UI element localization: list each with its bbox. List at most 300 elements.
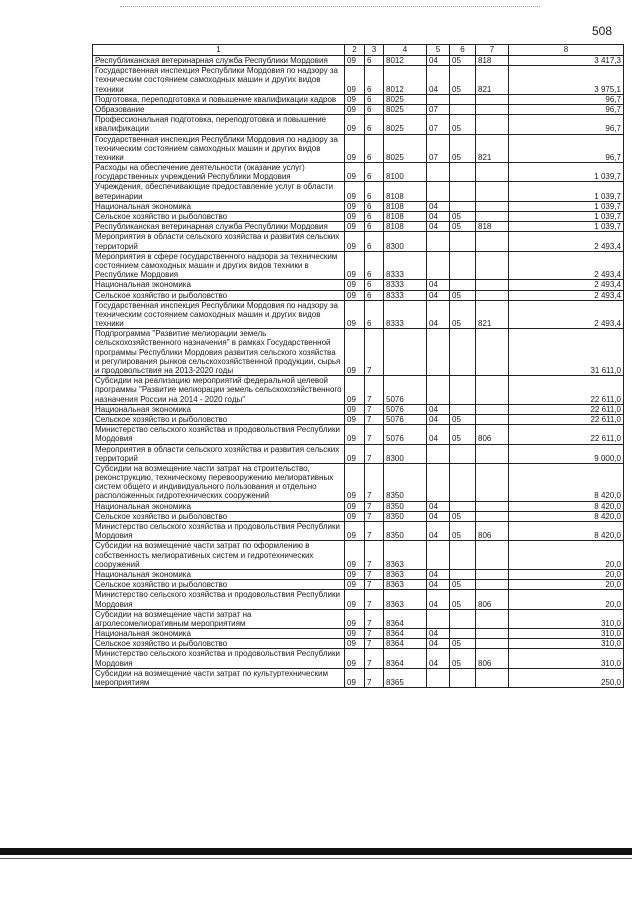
code-col-7 (476, 376, 509, 405)
row-description: Субсидии на возмещение части затрат по оформлению в собственность мелиоративных систем и гидротехнических сооружений (93, 541, 345, 570)
amount: 2 493,4 (509, 280, 624, 290)
row-description: Субсидии на возмещение части затрат по культуртехническим мероприятиям (93, 668, 345, 687)
code-col-4: 8350 (384, 511, 427, 521)
code-col-3: 6 (365, 94, 384, 104)
code-col-4: 8025 (384, 115, 427, 134)
code-col-5 (427, 182, 450, 201)
header-cell: 2 (345, 45, 365, 56)
code-col-6: 05 (450, 639, 476, 649)
amount: 22 611,0 (509, 404, 624, 414)
code-col-5: 04 (427, 501, 450, 511)
code-col-2: 09 (345, 609, 365, 628)
code-col-4: 8300 (384, 444, 427, 463)
row-description: Подготовка, переподготовка и повышение квалификации кадров (93, 94, 345, 104)
table-row (93, 66, 624, 95)
code-col-5 (427, 609, 450, 628)
code-col-7: 806 (476, 425, 509, 444)
row-description: Сельское хозяйство и рыболовство (93, 580, 345, 590)
amount: 20,0 (509, 541, 624, 570)
code-col-4: 8350 (384, 522, 427, 541)
code-col-4: 8363 (384, 590, 427, 609)
row-description: Национальная экономика (93, 501, 345, 511)
row-description: Профессиональная подготовка, переподготовка и повышение квалификации (93, 115, 345, 134)
amount: 96,7 (509, 104, 624, 114)
code-col-6 (450, 94, 476, 104)
amount: 1 039,7 (509, 201, 624, 211)
code-col-4: 5076 (384, 376, 427, 405)
code-col-5 (427, 251, 450, 280)
amount: 9 000,0 (509, 444, 624, 463)
code-col-7 (476, 668, 509, 687)
table-body (93, 56, 624, 688)
code-col-6: 05 (450, 580, 476, 590)
code-col-6 (450, 329, 476, 376)
code-col-7 (476, 232, 509, 251)
row-description: Подпрограмма "Развитие мелиорации земель сельскохозяйственного назначения" в рамках Государственной программы Республики Мордовия развития сельского хозяйства и регулирования рынков сельскохозяйственной продукции, сырья и продовольствия на 2013-2020 годы (93, 329, 345, 376)
code-col-2: 09 (345, 290, 365, 300)
code-col-5: 04 (427, 569, 450, 579)
table-row (93, 300, 624, 329)
code-col-6: 05 (450, 290, 476, 300)
row-description: Мероприятия в сфере государственного надзора за техническим состоянием самоходных машин и других видов техники в Республике Мордовия (93, 251, 345, 280)
amount: 22 611,0 (509, 425, 624, 444)
amount: 20,0 (509, 590, 624, 609)
code-col-6 (450, 569, 476, 579)
code-col-2: 09 (345, 404, 365, 414)
row-description: Образование (93, 104, 345, 114)
code-col-2: 09 (345, 201, 365, 211)
code-col-6 (450, 444, 476, 463)
row-description: Министерство сельского хозяйства и продовольствия Республики Мордовия (93, 590, 345, 609)
code-col-2: 09 (345, 94, 365, 104)
code-col-6: 05 (450, 115, 476, 134)
amount: 2 493,4 (509, 251, 624, 280)
amount: 8 420,0 (509, 501, 624, 511)
table-row (93, 290, 624, 300)
code-col-5: 04 (427, 404, 450, 414)
code-col-4: 5076 (384, 425, 427, 444)
table-row (93, 232, 624, 251)
code-col-2: 09 (345, 163, 365, 182)
code-col-4: 8350 (384, 501, 427, 511)
table-row (93, 404, 624, 414)
code-col-2: 09 (345, 511, 365, 521)
code-col-6 (450, 376, 476, 405)
bottom-rule (0, 848, 632, 855)
table-row (93, 414, 624, 424)
code-col-5: 04 (427, 414, 450, 424)
row-description: Субсидии на возмещение части затрат на строительство, реконструкцию, техническому перевооружению мелиоративных систем общего и индивидуального пользования и отдельно расположенных гидротехнических сооружений (93, 463, 345, 501)
code-col-7: 821 (476, 300, 509, 329)
code-col-4: 8363 (384, 541, 427, 570)
amount: 22 611,0 (509, 414, 624, 424)
code-col-3: 7 (365, 649, 384, 668)
amount: 8 420,0 (509, 522, 624, 541)
code-col-3: 7 (365, 511, 384, 521)
table-row (93, 639, 624, 649)
code-col-7 (476, 414, 509, 424)
code-col-5 (427, 376, 450, 405)
table-row (93, 668, 624, 687)
code-col-2: 09 (345, 134, 365, 163)
code-col-2: 09 (345, 668, 365, 687)
code-col-5 (427, 668, 450, 687)
code-col-5 (427, 541, 450, 570)
code-col-2: 09 (345, 639, 365, 649)
amount: 8 420,0 (509, 511, 624, 521)
code-col-5: 04 (427, 629, 450, 639)
code-col-3: 7 (365, 501, 384, 511)
code-col-4: 8364 (384, 649, 427, 668)
code-col-7 (476, 182, 509, 201)
amount: 3 975,1 (509, 66, 624, 95)
code-col-7 (476, 639, 509, 649)
code-col-6 (450, 541, 476, 570)
code-col-4: 8364 (384, 609, 427, 628)
code-col-7 (476, 163, 509, 182)
code-col-3: 6 (365, 290, 384, 300)
code-col-3: 6 (365, 104, 384, 114)
code-col-7: 806 (476, 590, 509, 609)
code-col-7 (476, 94, 509, 104)
code-col-3: 6 (365, 280, 384, 290)
code-col-3: 7 (365, 668, 384, 687)
code-col-5: 04 (427, 425, 450, 444)
code-col-6: 05 (450, 212, 476, 222)
code-col-3: 7 (365, 541, 384, 570)
header-cell: 3 (365, 45, 384, 56)
table-row (93, 511, 624, 521)
code-col-2: 09 (345, 444, 365, 463)
code-col-5: 04 (427, 290, 450, 300)
row-description: Мероприятия в области сельского хозяйства и развития сельских территорий (93, 444, 345, 463)
code-col-5: 04 (427, 649, 450, 668)
code-col-7 (476, 444, 509, 463)
code-col-2: 09 (345, 376, 365, 405)
code-col-7 (476, 104, 509, 114)
header-cell: 6 (450, 45, 476, 56)
table-row (93, 212, 624, 222)
code-col-7 (476, 115, 509, 134)
code-col-4: 8300 (384, 232, 427, 251)
code-col-4: 8025 (384, 104, 427, 114)
code-col-6 (450, 232, 476, 251)
code-col-3: 7 (365, 609, 384, 628)
code-col-2: 09 (345, 425, 365, 444)
code-col-2: 09 (345, 222, 365, 232)
code-col-5: 04 (427, 511, 450, 521)
code-col-6 (450, 201, 476, 211)
amount: 20,0 (509, 580, 624, 590)
code-col-5: 04 (427, 222, 450, 232)
code-col-6: 05 (450, 222, 476, 232)
row-description: Сельское хозяйство и рыболовство (93, 414, 345, 424)
code-col-7 (476, 501, 509, 511)
code-col-4: 5076 (384, 414, 427, 424)
amount: 1 039,7 (509, 222, 624, 232)
table-row (93, 522, 624, 541)
code-col-4: 8333 (384, 280, 427, 290)
code-col-2: 09 (345, 280, 365, 290)
code-col-2: 09 (345, 300, 365, 329)
table-row (93, 649, 624, 668)
code-col-4: 8012 (384, 56, 427, 66)
code-col-6: 05 (450, 511, 476, 521)
code-col-5: 07 (427, 134, 450, 163)
code-col-5: 04 (427, 580, 450, 590)
header-cell: 8 (509, 45, 624, 56)
amount: 2 493,4 (509, 232, 624, 251)
amount: 96,7 (509, 134, 624, 163)
code-col-6 (450, 163, 476, 182)
code-col-6 (450, 404, 476, 414)
code-col-3: 7 (365, 522, 384, 541)
amount: 8 420,0 (509, 463, 624, 501)
table-row (93, 425, 624, 444)
row-description: Сельское хозяйство и рыболовство (93, 511, 345, 521)
code-col-3: 6 (365, 134, 384, 163)
code-col-6: 05 (450, 590, 476, 609)
code-col-3: 7 (365, 414, 384, 424)
code-col-6 (450, 463, 476, 501)
code-col-7: 821 (476, 66, 509, 95)
page-number: 508 (591, 24, 612, 38)
code-col-5: 04 (427, 201, 450, 211)
code-col-3: 7 (365, 629, 384, 639)
code-col-4: 8350 (384, 463, 427, 501)
header-row (93, 45, 624, 56)
bottom-rule-thin (0, 858, 632, 859)
code-col-5: 07 (427, 104, 450, 114)
code-col-7: 818 (476, 222, 509, 232)
table-row (93, 94, 624, 104)
code-col-4: 8108 (384, 222, 427, 232)
code-col-3: 6 (365, 182, 384, 201)
row-description: Республиканская ветеринарная служба Республики Мордовия (93, 56, 345, 66)
code-col-4: 8108 (384, 212, 427, 222)
code-col-3: 6 (365, 201, 384, 211)
table-row (93, 280, 624, 290)
code-col-6: 05 (450, 414, 476, 424)
code-col-5 (427, 329, 450, 376)
row-description: Субсидии на реализацию мероприятий федеральной целевой программы "Развитие мелиорации земель сельскохозяйственного назначения России на 2014 - 2020 годы" (93, 376, 345, 405)
code-col-7 (476, 201, 509, 211)
code-col-3: 6 (365, 212, 384, 222)
code-col-6 (450, 501, 476, 511)
amount: 22 611,0 (509, 376, 624, 405)
code-col-7 (476, 580, 509, 590)
code-col-2: 09 (345, 569, 365, 579)
table-row (93, 569, 624, 579)
code-col-4: 8364 (384, 629, 427, 639)
amount: 96,7 (509, 94, 624, 104)
code-col-5 (427, 444, 450, 463)
code-col-6: 05 (450, 522, 476, 541)
code-col-4: 5076 (384, 404, 427, 414)
code-col-3: 6 (365, 115, 384, 134)
table-row (93, 501, 624, 511)
code-col-3: 7 (365, 569, 384, 579)
code-col-3: 6 (365, 232, 384, 251)
code-col-4: 8108 (384, 201, 427, 211)
code-col-2: 09 (345, 541, 365, 570)
code-col-3: 6 (365, 66, 384, 95)
code-col-5: 04 (427, 639, 450, 649)
code-col-7 (476, 569, 509, 579)
code-col-5: 04 (427, 590, 450, 609)
row-description: Национальная экономика (93, 201, 345, 211)
row-description: Государственная инспекция Республики Мордовия по надзору за техническим состоянием самоходных машин и других видов техники (93, 66, 345, 95)
code-col-5 (427, 463, 450, 501)
code-col-7: 818 (476, 56, 509, 66)
code-col-2: 09 (345, 414, 365, 424)
table-row (93, 115, 624, 134)
row-description: Министерство сельского хозяйства и продовольствия Республики Мордовия (93, 425, 345, 444)
code-col-3: 7 (365, 590, 384, 609)
row-description: Министерство сельского хозяйства и продовольствия Республики Мордовия (93, 649, 345, 668)
table-row (93, 609, 624, 628)
row-description: Государственная инспекция Республики Мордовия по надзору за техническим состоянием самоходных машин и других видов техники (93, 134, 345, 163)
code-col-7: 806 (476, 522, 509, 541)
code-col-3: 7 (365, 404, 384, 414)
row-description: Учреждения, обеспечивающие предоставление услуг в области ветеринарии (93, 182, 345, 201)
table-row (93, 541, 624, 570)
amount: 1 039,7 (509, 163, 624, 182)
row-description: Расходы на обеспечение деятельности (оказание услуг) государственных учреждений Республики Мордовия (93, 163, 345, 182)
code-col-5: 04 (427, 56, 450, 66)
code-col-7 (476, 511, 509, 521)
code-col-6 (450, 280, 476, 290)
code-col-3: 7 (365, 463, 384, 501)
code-col-5: 07 (427, 115, 450, 134)
code-col-2: 09 (345, 212, 365, 222)
budget-table (92, 44, 624, 688)
table-row (93, 56, 624, 66)
code-col-2: 09 (345, 501, 365, 511)
code-col-2: 09 (345, 649, 365, 668)
code-col-4: 8333 (384, 251, 427, 280)
code-col-6 (450, 251, 476, 280)
code-col-6: 05 (450, 649, 476, 668)
code-col-7 (476, 212, 509, 222)
code-col-4: 8333 (384, 290, 427, 300)
amount: 310,0 (509, 629, 624, 639)
code-col-7: 821 (476, 134, 509, 163)
code-col-4: 8100 (384, 163, 427, 182)
table-row (93, 163, 624, 182)
code-col-5 (427, 163, 450, 182)
row-description: Сельское хозяйство и рыболовство (93, 212, 345, 222)
code-col-6 (450, 609, 476, 628)
table-row (93, 580, 624, 590)
code-col-6: 05 (450, 300, 476, 329)
table-row (93, 182, 624, 201)
code-col-3: 7 (365, 580, 384, 590)
code-col-6 (450, 104, 476, 114)
scan-artifact (120, 6, 540, 9)
code-col-7 (476, 463, 509, 501)
amount: 2 493,4 (509, 290, 624, 300)
code-col-5: 04 (427, 66, 450, 95)
code-col-2: 09 (345, 182, 365, 201)
table-row (93, 104, 624, 114)
code-col-2: 09 (345, 232, 365, 251)
code-col-6: 05 (450, 134, 476, 163)
code-col-7 (476, 609, 509, 628)
code-col-4: 8363 (384, 580, 427, 590)
code-col-2: 09 (345, 580, 365, 590)
code-col-3: 6 (365, 300, 384, 329)
code-col-3: 6 (365, 222, 384, 232)
code-col-6 (450, 668, 476, 687)
table-row (93, 329, 624, 376)
code-col-3: 7 (365, 329, 384, 376)
code-col-2: 09 (345, 522, 365, 541)
row-description: Национальная экономика (93, 404, 345, 414)
amount: 96,7 (509, 115, 624, 134)
row-description: Сельское хозяйство и рыболовство (93, 290, 345, 300)
code-col-4: 8025 (384, 134, 427, 163)
code-col-2: 09 (345, 115, 365, 134)
code-col-3: 7 (365, 444, 384, 463)
amount: 20,0 (509, 569, 624, 579)
code-col-3: 7 (365, 639, 384, 649)
header-cell: 5 (427, 45, 450, 56)
table-row (93, 444, 624, 463)
code-col-7 (476, 629, 509, 639)
row-description: Национальная экономика (93, 280, 345, 290)
code-col-5: 04 (427, 280, 450, 290)
table-row (93, 376, 624, 405)
code-col-6: 05 (450, 425, 476, 444)
code-col-5: 04 (427, 212, 450, 222)
amount: 310,0 (509, 609, 624, 628)
code-col-4: 8108 (384, 182, 427, 201)
code-col-2: 09 (345, 590, 365, 609)
code-col-6 (450, 182, 476, 201)
code-col-4: 8364 (384, 639, 427, 649)
amount: 2 493,4 (509, 300, 624, 329)
amount: 31 611,0 (509, 329, 624, 376)
amount: 250,0 (509, 668, 624, 687)
header-cell: 7 (476, 45, 509, 56)
table-row (93, 251, 624, 280)
code-col-4: 8025 (384, 94, 427, 104)
table-row (93, 222, 624, 232)
code-col-5: 04 (427, 522, 450, 541)
code-col-4: 8365 (384, 668, 427, 687)
code-col-3: 6 (365, 251, 384, 280)
row-description: Государственная инспекция Республики Мордовия по надзору за техническим состоянием самоходных машин и других видов техники (93, 300, 345, 329)
header-cell: 4 (384, 45, 427, 56)
amount: 1 039,7 (509, 212, 624, 222)
code-col-3: 6 (365, 163, 384, 182)
header-cell: 1 (93, 45, 345, 56)
table-row (93, 134, 624, 163)
code-col-5 (427, 232, 450, 251)
code-col-4: 8363 (384, 569, 427, 579)
code-col-3: 7 (365, 425, 384, 444)
code-col-2: 09 (345, 629, 365, 639)
amount: 310,0 (509, 649, 624, 668)
code-col-6 (450, 629, 476, 639)
code-col-4: 8333 (384, 300, 427, 329)
code-col-7 (476, 251, 509, 280)
table-row (93, 463, 624, 501)
code-col-2: 09 (345, 66, 365, 95)
row-description: Министерство сельского хозяйства и продовольствия Республики Мордовия (93, 522, 345, 541)
code-col-4 (384, 329, 427, 376)
